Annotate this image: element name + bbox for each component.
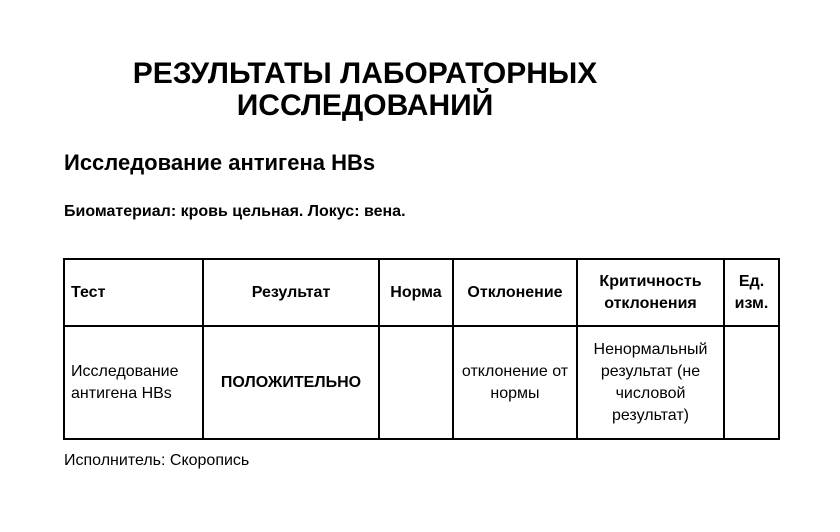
- header-criticality: Критичность отклонения: [577, 259, 724, 326]
- table-header-row: [64, 259, 779, 326]
- cell-result: ПОЛОЖИТЕЛЬНО: [203, 326, 379, 439]
- report-title: [40, 58, 690, 122]
- report-title-line-2: ИССЛЕДОВАНИЙ: [236, 89, 494, 122]
- cell-test: Исследование антигена HBs: [64, 326, 203, 439]
- cell-deviation: отклонение от нормы: [453, 326, 577, 439]
- cell-unit: [724, 326, 779, 439]
- header-norm: Норма: [379, 259, 453, 326]
- cell-norm: [379, 326, 453, 439]
- cell-criticality: Ненормальный результат (не числовой результат): [577, 326, 724, 439]
- header-deviation: Отклонение: [453, 259, 577, 326]
- header-result: Результат: [203, 259, 379, 326]
- report-title-line-1: РЕЗУЛЬТАТЫ ЛАБОРАТОРНЫХ: [132, 57, 598, 90]
- section-title: Исследование антигена HBs: [64, 150, 376, 175]
- table-row: [64, 326, 779, 439]
- biomaterial-info: Биоматериал: кровь цельная. Локус: вена.: [64, 203, 406, 220]
- executor-line: Исполнитель: Скоропись: [64, 452, 250, 469]
- header-test: Тест: [64, 259, 203, 326]
- results-table: [63, 258, 780, 440]
- header-unit: Ед. изм.: [724, 259, 779, 326]
